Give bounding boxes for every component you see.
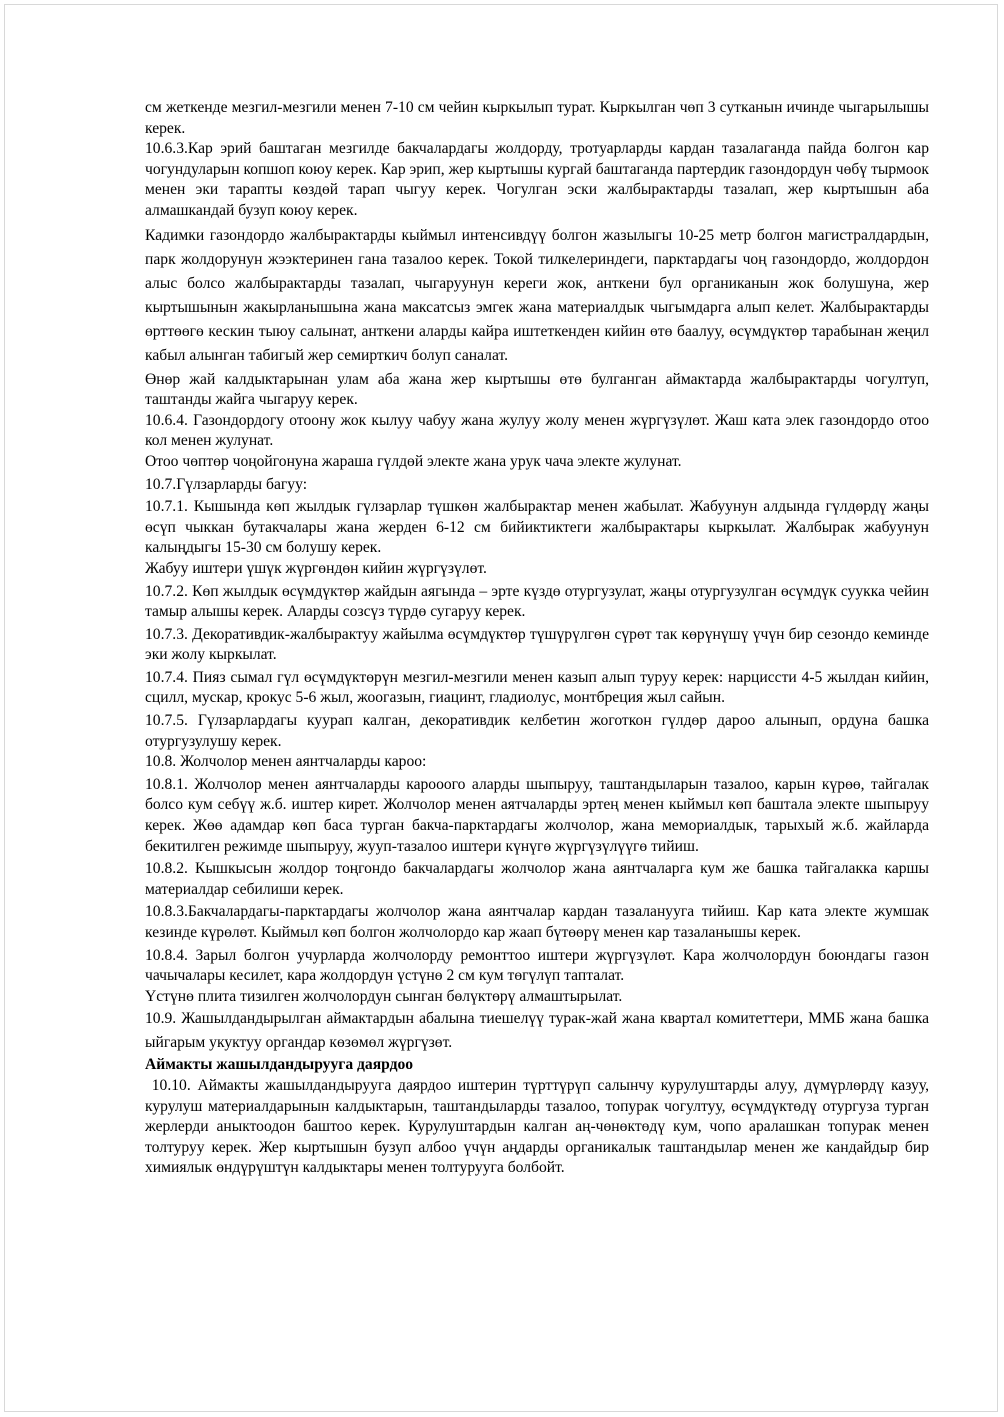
paragraph: 10.7.5. Гүлзарлардагы куурап калган, декоративдик келбетин жоготкон гүлдөр дароо алынып, ордуна башка отургузулушу керек. [145, 712, 929, 750]
paragraph: 10.6.3.Кар эрий баштаган мезгилде бакчалардагы жолдорду, тротуарларды кардан тазалаганда пайда болгон кар чогундуларын копшоп коюу керек. Кар эрип, жер кыртышы кургай баштаганда партердик газондордун чөбү тырмоок менен эки тарапты көздөй тарап чыгуу керек. Чогулган эски жалбырактарды тазалап, жер кыртышын аба алмашкандай бузуп коюу керек. [145, 140, 929, 219]
paragraph: 10.7.2. Көп жылдык өсүмдүктөр жайдын аягында – эрте күздө отургузулат, жаңы отургузулган өсүмдүк суукка чейин тамыр алышы керек. Аларды созсүз түрдө сугаруу керек. [145, 582, 929, 621]
paragraph: 10.8.3.Бакчалардагы-парктардагы жолчолор жана аянтчалар кардан тазаланууга тийиш. Кар ката электе жумшак кезинде күрөлөт. Кыймыл көп болгон жолчолордо кар жаап бүтөөрү менен кар тазаланышы керек. [145, 903, 929, 941]
paragraph: 10.8.1. Жолчолор менен аянтчаларды карооого аларды шыпыруу, таштандыларын тазалоо, карын күрөө, тайгалак болсо кум себүү ж.б. иштер кирет. Жолчолор менен аятчаларды эртең менен кыймыл көп баштала электе шыпыруу керек. Жөө адамдар көп баса турган бакча-парктардагы жолчолор, жана мемориалдык, тарыхый ж.б. жайларда бекитилген режимде шыпыруу, жууп-тазалоо иштери күнүгө жүргүзүлүүгө тийиш. [145, 775, 929, 855]
paragraph: см жеткенде мезгил-мезгили менен 7-10 см чейин кыркылып турат. Кыркылган чөп 3 сутканын ичинде чыгарылышы керек. [145, 99, 929, 137]
document-body [145, 98, 933, 1179]
paragraph: 10.8.4. Зарыл болгон учурларда жолчолорду ремонттоо иштери жүргүзүлөт. Кара жолчолордун боюндагы газон чачычалары кесилет, кара жолдордун үстүнө 2 см кум төгүлүп тапталат. [145, 946, 929, 985]
section-heading: 10.7.Гүлзарларды багуу: [145, 475, 308, 493]
paragraph: Үстүнө плита тизилген жолчолордун сынган бөлүктөрү алмаштырылат. [145, 987, 623, 1005]
paragraph: 10.7.1. Кышында көп жылдык гүлзарлар түшкөн жалбырактар менен жабылат. Жабуунун алдында гүлдөрдү жаңы өсүп чыккан бутакчалары жана жерден 6-12 см бийиктиктеги жалбырактары кыркылат. Жалбырак жабуунун калыңдыгы 15-30 см болушу керек. [145, 498, 929, 557]
paragraph: 10.7.4. Пияз сымал гүл өсүмдүктөрүн мезгил-мезгили менен казып алып туруу керек: нарциссти 4-5 жылдан кийин, сцилл, мускар, крокус 5-6 жыл, жоогазын, гиацинт, гладиолус, монтбреция жыл сайын. [145, 668, 929, 707]
paragraph: 10.9. Жашылдандырылган аймактардын абалына тиешелүү турак-жай жана квартал комитеттери, ММБ жана башка ыйгарым укуктуу органдар көзөмөл жүргүзөт. [145, 1010, 929, 1052]
paragraph: Өнөр жай калдыктарынан улам аба жана жер кыртышы өтө булганган аймактарда жалбырактарды чогултуп, таштанды жайга чыгаруу керек. [145, 370, 929, 409]
paragraph: 10.8.2. Кышкысын жолдор тоңгондо бакчалардагы жолчолор жана аянтчаларга кум же башка тайгалакка каршы материалдар себилиши керек. [145, 860, 929, 898]
paragraph: Кадимки газондордо жалбырактарды кыймыл интенсивдүү болгон жазылыгы 10-25 метр болгон магистралдардын, парк жолдорунун жээктеринен гана тазалоо керек. Токой тилкелериндеги, парктардагы чоң газондордо, жолдордон алыс болсо жалбырактарды тазалап, чыгаруунун кереги жок, анткени бул органиканын жок болушуна, жер кыртышынын жакырланышына жана максатсыз эмгек жана материалдык чыгымдарга алып келет. Жалбырактарды өрттөөгө кескин тыюу салынат, анткени аларды кайра иштеткенден кийин өтө баалуу, өсүмдүктөр тарабынан жеңил кабыл алынган табигый жер семирткич болуп саналат. [145, 226, 929, 364]
paragraph: Отоо чөптөр чоңойгонуна жараша гүлдөй электе жана урук чача электе жулунат. [145, 452, 682, 470]
bold-heading: Аймакты жашылдандырууга даярдоо [145, 1056, 414, 1074]
paragraph: Жабуу иштери үшүк жүргөндөн кийин жүргүзүлөт. [145, 559, 487, 577]
final-paragraph: 10.10. Аймакты жашылдандырууга даярдоо иштерин түрттүрүп салынчу курулуштарды алуу, дүмүрлөрдү казуу, курулуш материалдарынын калдыктарын, таштандыларды тазалоо, топурак чогултуу, өсүмдүктөдү отургуза турган жерлерди аныктоодон баштоо керек. Курулуштардын калган аң-чөнөктөдү кум, чопо аралашкан топурак менен толтуруу керек. Жер кыртышын бузуп албоо үчүн аңдарды органикалык таштандылар менен же кандайдыр бир химиялык өндүрүштүн калдыктары менен толтурууга болбойт. [145, 1076, 933, 1177]
paragraph: 10.6.4. Газондордогу отоону жок кылуу чабуу жана жулуу жолу менен жүргүзүлөт. Жаш ката элек газондордо отоо кол менен жулунат. [145, 411, 929, 450]
paragraph: 10.7.3. Декоративдик-жалбырактуу жайылма өсүмдүктөр түшүрүлгөн сүрөт так көрүнүшү үчүн бир сезондо кеминде эки жолу кыркылат. [145, 625, 929, 664]
section-heading: 10.8. Жолчолор менен аянтчаларды кароо: [145, 753, 427, 771]
